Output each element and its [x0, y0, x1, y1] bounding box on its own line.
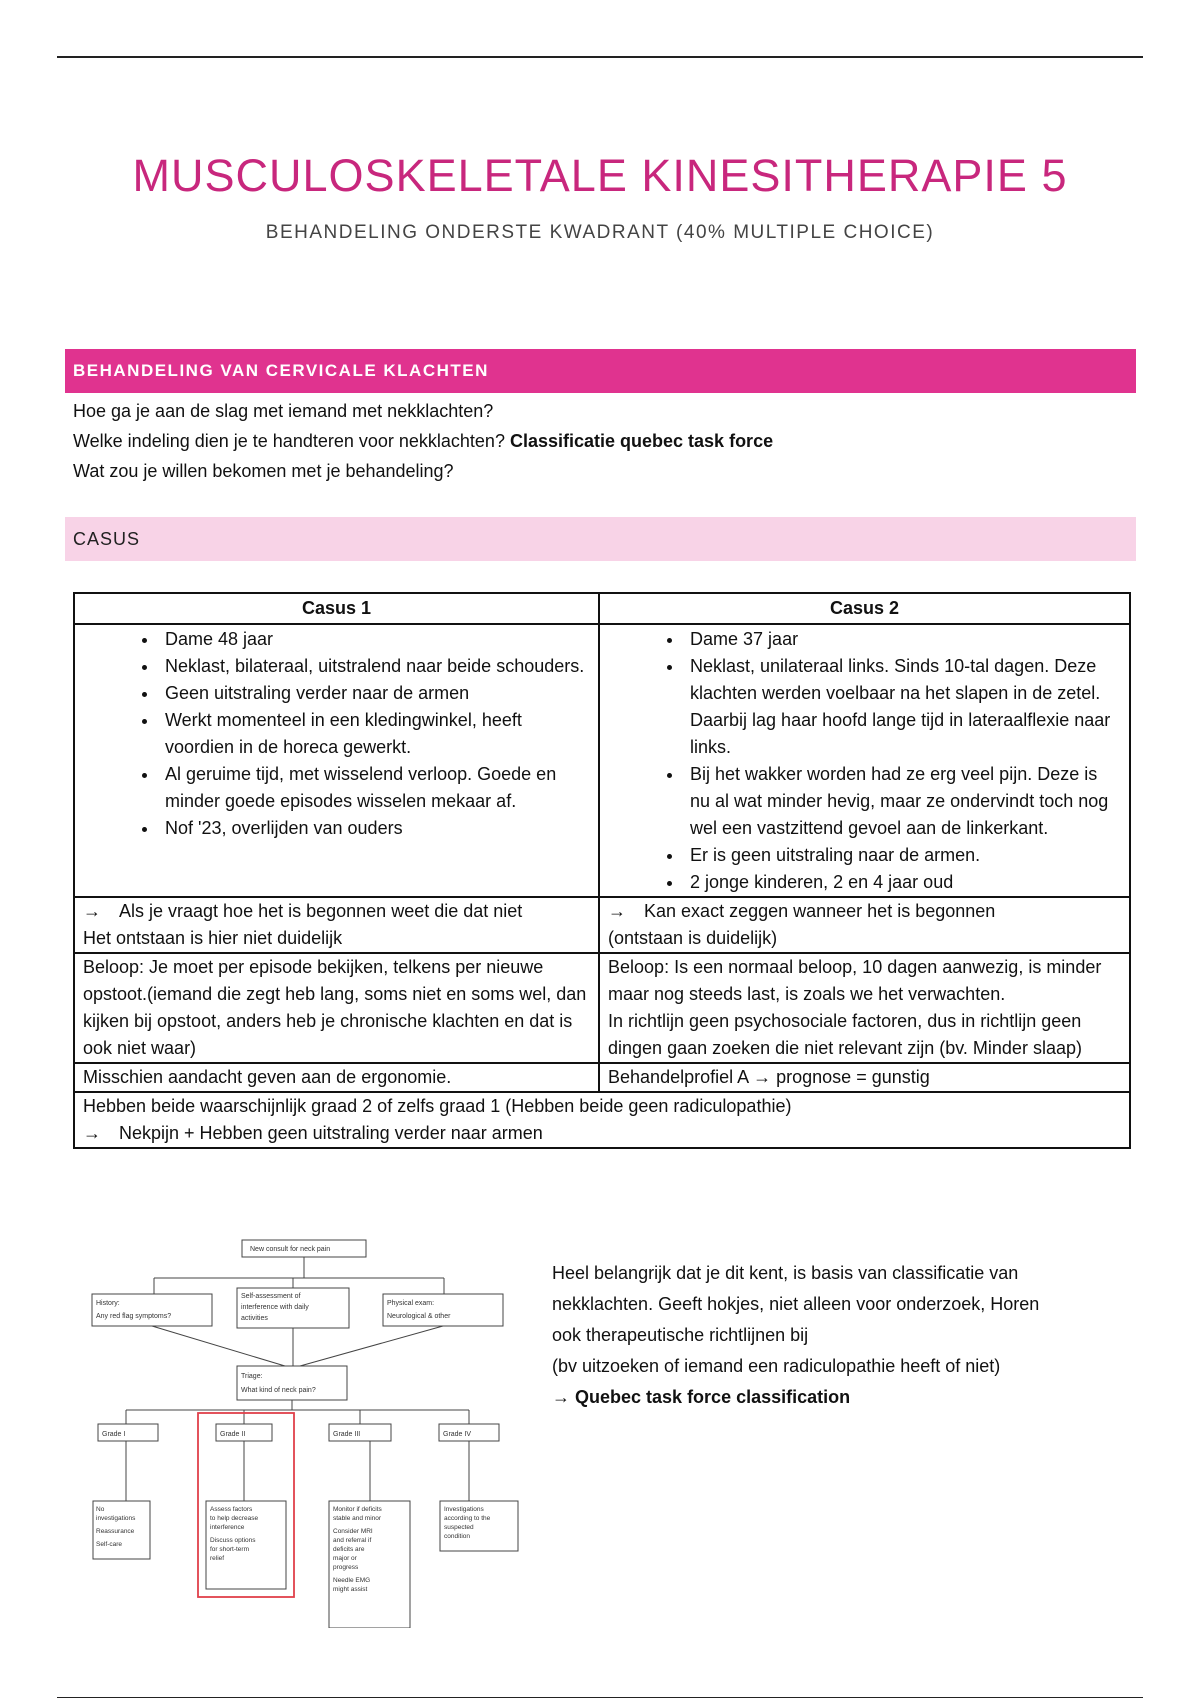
flow-box-triage	[237, 1366, 347, 1400]
list-item: • Geen uitstraling verder naar de armen	[159, 680, 590, 707]
flow-text: to help decrease	[210, 1515, 259, 1522]
list-item: • 2 jonge kinderen, 2 en 4 jaar oud	[684, 869, 1121, 896]
casus-2-beloop	[599, 953, 1130, 1063]
explanation-line: nekklachten. Geeft hokjes, niet alleen voor onderzoek, Horen	[552, 1294, 1040, 1314]
flow-text: interference	[210, 1524, 245, 1531]
flow-text: deficits are	[333, 1546, 365, 1553]
conclusion-arrow-text: Nekpijn + Hebben geen uitstraling verder naar armen	[119, 1123, 543, 1143]
flow-text: Neurological & other	[387, 1313, 451, 1320]
flow-g1-lines	[96, 1506, 136, 1548]
explanation-line: Heel belangrijk dat je dit kent, is basis van classificatie van	[552, 1263, 1019, 1283]
flow-text: interference with daily	[241, 1304, 309, 1311]
section-heading: BEHANDELING VAN CERVICALE KLACHTEN	[65, 349, 1136, 393]
casus-1-header: Casus 1	[74, 593, 599, 624]
document-subtitle: BEHANDELING ONDERSTE KWADRANT (40% MULTIPLE CHOICE)	[265, 222, 935, 243]
flow-text: Needle EMG	[333, 1577, 371, 1584]
onset-1-text: Als je vraagt hoe het is begonnen weet die dat niet	[119, 901, 523, 921]
document-title: MUSCULOSKELETALE KINESITHERAPIE 5	[132, 150, 1068, 201]
explanation-bold: Quebec task force classification	[575, 1387, 851, 1407]
list-item: • Werkt momenteel in een kledingwinkel, heeft voordien in de horeca gewerkt.	[159, 707, 590, 761]
flow-text: major or	[333, 1555, 357, 1562]
arrow-icon: →	[608, 901, 627, 921]
casus-1-beloop: Beloop: Je moet per episode bekijken, telkens per nieuwe opstoot.(iemand die zegt heb lang, soms niet en soms wel, dan kijken bij opstoot, anders heb je chronische klachten en dat is ook niet waar)	[74, 953, 599, 1063]
flow-text: Physical exam:	[387, 1300, 435, 1307]
flow-g2-lines	[210, 1506, 258, 1562]
beloop-2-guideline: In richtlijn geen psychosociale factoren, dus in richtlijn geen dingen gaan zoeken die niet relevant zijn (bv. Minder slaap)	[608, 1011, 1082, 1058]
flow-text: Any red flag symptoms?	[96, 1313, 172, 1320]
flow-text: History:	[96, 1300, 120, 1307]
flow-text: and referral if	[333, 1537, 372, 1544]
onset-2-conclusion: (ontstaan is duidelijk)	[608, 928, 778, 948]
flow-text: Self-care	[96, 1541, 123, 1548]
arrow-icon: →	[83, 901, 101, 921]
flow-text: Investigations	[444, 1506, 484, 1513]
intro-questions	[73, 396, 773, 486]
explanation-line: (bv uitzoeken of iemand een radiculopathie heeft of niet)	[552, 1356, 1001, 1376]
flow-text: Grade III	[333, 1431, 361, 1438]
bottom-rule	[57, 1697, 1143, 1698]
flow-text: according to the	[444, 1515, 491, 1522]
list-item: • Er is geen uitstraling naar de armen.	[684, 842, 1121, 869]
flow-text: activities	[241, 1315, 268, 1322]
flow-text: progress	[333, 1564, 359, 1571]
question-2-answer: Classificatie quebec task force	[509, 431, 774, 451]
flow-text: condition	[444, 1533, 471, 1540]
explanation-conclusion	[552, 1382, 1132, 1413]
list-item: • Neklast, bilateraal, uitstralend naar beide schouders.	[159, 653, 590, 680]
casus-2-advice: Behandelprofiel A → prognose = gunstig	[599, 1063, 1130, 1092]
flow-text: New consult for neck pain	[250, 1246, 331, 1253]
flowchart-explanation	[552, 1258, 1132, 1413]
flow-g3-lines	[333, 1506, 383, 1593]
flow-text: Grade II	[220, 1431, 246, 1438]
flow-arrows-actions	[126, 1441, 469, 1501]
flow-text: Grade I	[102, 1431, 126, 1438]
list-item: • Bij het wakker worden had ze erg veel pijn. Deze is nu al wat minder hevig, maar ze ondervindt toch nog wel een vastzittend gevoel aan de linkerkant.	[684, 761, 1121, 842]
flow-g4-lines	[444, 1506, 491, 1540]
question-1: Hoe ga je aan de slag met iemand met nekklachten?	[73, 401, 494, 421]
conclusion-cell	[74, 1092, 1130, 1148]
list-item: • Al geruime tijd, met wisselend verloop. Goede en minder goede episodes wisselen mekaar af.	[159, 761, 590, 815]
arrow-icon: →	[83, 1123, 101, 1143]
casus-heading: CASUS	[65, 517, 1136, 561]
list-item: • Dame 48 jaar	[159, 626, 590, 653]
flow-text: Monitor if deficits	[333, 1506, 382, 1513]
list-item: • Dame 37 jaar	[684, 626, 1121, 653]
flow-text: stable and minor	[333, 1515, 382, 1522]
question-2-text: Welke indeling dien je te handteren voor nekklachten?	[73, 431, 510, 451]
flow-text: Grade IV	[443, 1431, 472, 1438]
flow-text: No	[96, 1506, 105, 1513]
flow-text: Self-assessment of	[241, 1293, 301, 1300]
casus-1-onset	[74, 897, 599, 953]
onset-2-text: Kan exact zeggen wanneer het is begonnen	[644, 901, 996, 921]
list-item: • Neklast, unilateraal links. Sinds 10-tal dagen. Deze klachten werden voelbaar na het slapen in de zetel. Daarbij lag haar hoofd lange tijd in lateraalflexie naar links.	[684, 653, 1121, 761]
flow-text: Discuss options	[210, 1537, 256, 1544]
table-header-row	[74, 593, 1130, 624]
conclusion-text: Hebben beide waarschijnlijk graad 2 of zelfs graad 1 (Hebben beide geen radiculopathie)	[83, 1096, 792, 1116]
table-row-beloop	[74, 953, 1130, 1063]
casus-1-advice: Misschien aandacht geven aan de ergonomie.	[74, 1063, 599, 1092]
flow-text: suspected	[444, 1524, 474, 1531]
arrow-icon: →	[552, 1387, 570, 1407]
explanation-line: ook therapeutische richtlijnen bij	[552, 1325, 809, 1345]
top-rule	[57, 56, 1143, 58]
flow-text: relief	[210, 1555, 225, 1562]
flow-box-history	[92, 1294, 212, 1326]
table-row-advice	[74, 1063, 1130, 1092]
casus-1-bullets	[74, 624, 599, 897]
table-row-onset	[74, 897, 1130, 953]
question-2	[73, 426, 773, 456]
casus-2-bullets	[599, 624, 1130, 897]
beloop-2-text: Beloop: Is een normaal beloop, 10 dagen aanwezig, is minder maar nog steeds last, is zoals we het verwachten.	[608, 957, 1102, 1004]
quebec-flowchart	[90, 1238, 530, 1628]
flow-box-physical	[383, 1294, 503, 1326]
onset-1-conclusion: Het ontstaan is hier niet duidelijk	[83, 928, 343, 948]
question-3: Wat zou je willen bekomen met je behandeling?	[73, 461, 454, 481]
flow-text: might assist	[333, 1586, 368, 1593]
casus-2-onset	[599, 897, 1130, 953]
flow-text: Consider MRI	[333, 1528, 373, 1535]
casus-table	[73, 592, 1131, 1149]
flow-text: Reassurance	[96, 1528, 135, 1535]
table-row-conclusion	[74, 1092, 1130, 1148]
list-item: • Nof '23, overlijden van ouders	[159, 815, 590, 842]
flow-text: for short-term	[210, 1546, 250, 1553]
flow-text: What kind of neck pain?	[241, 1387, 316, 1394]
flow-arrows-triage	[152, 1326, 443, 1366]
flow-text: investigations	[96, 1515, 136, 1522]
casus-2-header: Casus 2	[599, 593, 1130, 624]
table-row-bullets	[74, 624, 1130, 897]
flow-text: Assess factors	[210, 1506, 253, 1513]
flow-arrows-grades	[126, 1400, 469, 1424]
flow-text: Triage:	[241, 1373, 263, 1380]
